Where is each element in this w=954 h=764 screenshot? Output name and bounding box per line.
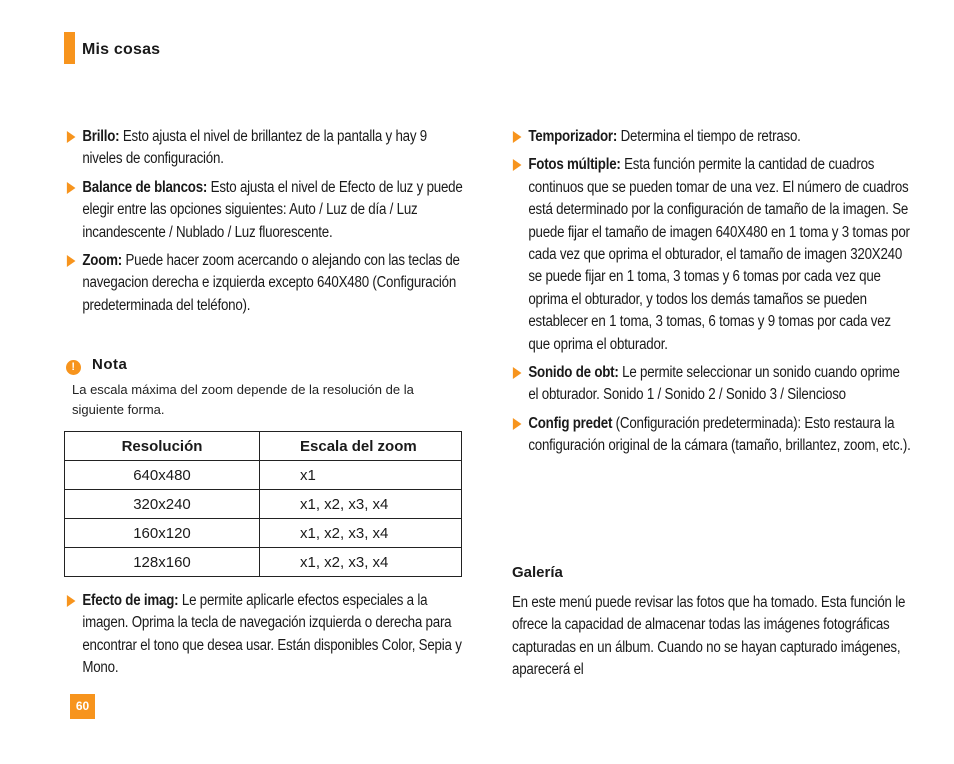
note-heading — [66, 356, 127, 375]
note-title: Nota — [92, 356, 128, 373]
bullet-arrow-icon — [513, 418, 522, 430]
bullet-label: Balance de blancos: — [82, 178, 208, 196]
bullet-label: Sonido de obt: — [528, 364, 619, 382]
bullet-label: Config predet — [528, 414, 613, 432]
bullet-balance-blancos — [66, 177, 466, 244]
header-accent-bar — [64, 32, 75, 64]
bullet-temporizador — [512, 126, 912, 148]
bullet-arrow-icon — [513, 131, 522, 143]
bullet-text: Le permite aplicarle efectos especiales a la imagen. Oprima la tecla de navegación izquierda o derecha para encontrar el tono que desea usar. Están disponibles Color, Sepia y Mono. — [82, 592, 462, 677]
bullet-arrow-icon — [513, 159, 522, 171]
bullet-text: Le permite seleccionar un sonido cuando oprime el obturador. Sonido 1 / Sonido 2 / Sonido 3 / Silencioso — [528, 364, 900, 404]
page-number-badge: 60 — [70, 694, 95, 719]
bullet-arrow-icon — [67, 255, 76, 267]
bullet-sonido-obt — [512, 362, 912, 407]
right-bullet-list — [512, 126, 912, 464]
table-header-zoom-scale: Escala del zoom — [260, 432, 462, 461]
table-cell-zoom: x1 — [260, 461, 462, 490]
bullet-label: Zoom: — [82, 252, 122, 270]
bullet-zoom — [66, 250, 466, 317]
bullet-text: Determina el tiempo de retraso. — [617, 128, 801, 145]
bullet-label: Brillo: — [82, 128, 120, 145]
bullet-text: Puede hacer zoom acercando o alejando con las teclas de navegacion derecha e izquierda excepto 640X480 (Configuración predeterminada del teléfono). — [82, 252, 460, 314]
table-header-row — [65, 432, 462, 461]
zoom-scale-table — [64, 431, 462, 577]
table-header-resolution: Resolución — [65, 432, 260, 461]
bullet-efecto-imag — [66, 590, 466, 680]
bullet-text: Esto ajusta el nivel de Efecto de luz y puede elegir entre las opciones siguientes: Auto / Luz de día / Luz incandescente / Nublado / Luz fluorescente. — [82, 178, 463, 241]
left-bullet-list-2 — [66, 590, 466, 686]
table-row — [65, 519, 462, 548]
bullet-label: Temporizador: — [528, 128, 618, 145]
bullet-fotos-multiple — [512, 154, 912, 356]
table-cell-zoom: x1, x2, x3, x4 — [260, 519, 462, 548]
bullet-text: Esto ajusta el nivel de brillantez de la pantalla y hay 9 niveles de configuración. — [82, 128, 427, 168]
table-cell-zoom: x1, x2, x3, x4 — [260, 490, 462, 519]
bullet-brillo — [66, 126, 466, 171]
table-cell-resolution: 640x480 — [65, 461, 260, 490]
bullet-arrow-icon — [513, 367, 522, 379]
bullet-arrow-icon — [67, 131, 76, 143]
gallery-paragraph: En este menú puede revisar las fotos que ha tomado. Esta función le ofrece la capacidad de almacenar todas las imágenes fotográficas capturadas en un álbum. Cuando no se hayan capturado imágenes, aparecerá el — [512, 594, 906, 679]
gallery-heading: Galería — [512, 564, 563, 581]
table-row — [65, 548, 462, 577]
table-cell-resolution: 128x160 — [65, 548, 260, 577]
table-row — [65, 490, 462, 519]
bullet-text: (Configuración predeterminada): Esto restaura la configuración original de la cámara (tamaño, brillantez, zoom, etc.). — [528, 414, 911, 455]
table-cell-resolution: 320x240 — [65, 490, 260, 519]
note-text: La escala máxima del zoom depende de la resolución de la siguiente forma. — [72, 382, 414, 417]
exclamation-icon: ! — [66, 360, 81, 375]
bullet-text: Esta función permite la cantidad de cuadros continuos que se pueden tomar de una vez. El número de cuadros está determinado por la configuración de tamaño de la imagen. Se puede fijar el tamaño de imagen 640X480 en 1 toma y 3 tomas por cada vez que oprima el obturador, el tamaño de imagen 320X240 se puede fijar en 1 toma, 3 tomas y 6 tomas por cada vez que oprima el obturador, y todos los demás tamaños se pueden establecer en 1 toma, 3 tomas, 6 tomas y 9 tomas por cada vez que oprima el obturador. — [528, 156, 910, 353]
page-section-title: Mis cosas — [82, 41, 161, 58]
bullet-label: Fotos múltiple: — [528, 156, 621, 174]
bullet-label: Efecto de imag: — [82, 592, 179, 609]
left-bullet-list — [66, 126, 466, 323]
table-cell-resolution: 160x120 — [65, 519, 260, 548]
table-row — [65, 461, 462, 490]
bullet-config-predet — [512, 413, 912, 458]
table-cell-zoom: x1, x2, x3, x4 — [260, 548, 462, 577]
bullet-arrow-icon — [67, 595, 76, 607]
bullet-arrow-icon — [67, 182, 76, 194]
